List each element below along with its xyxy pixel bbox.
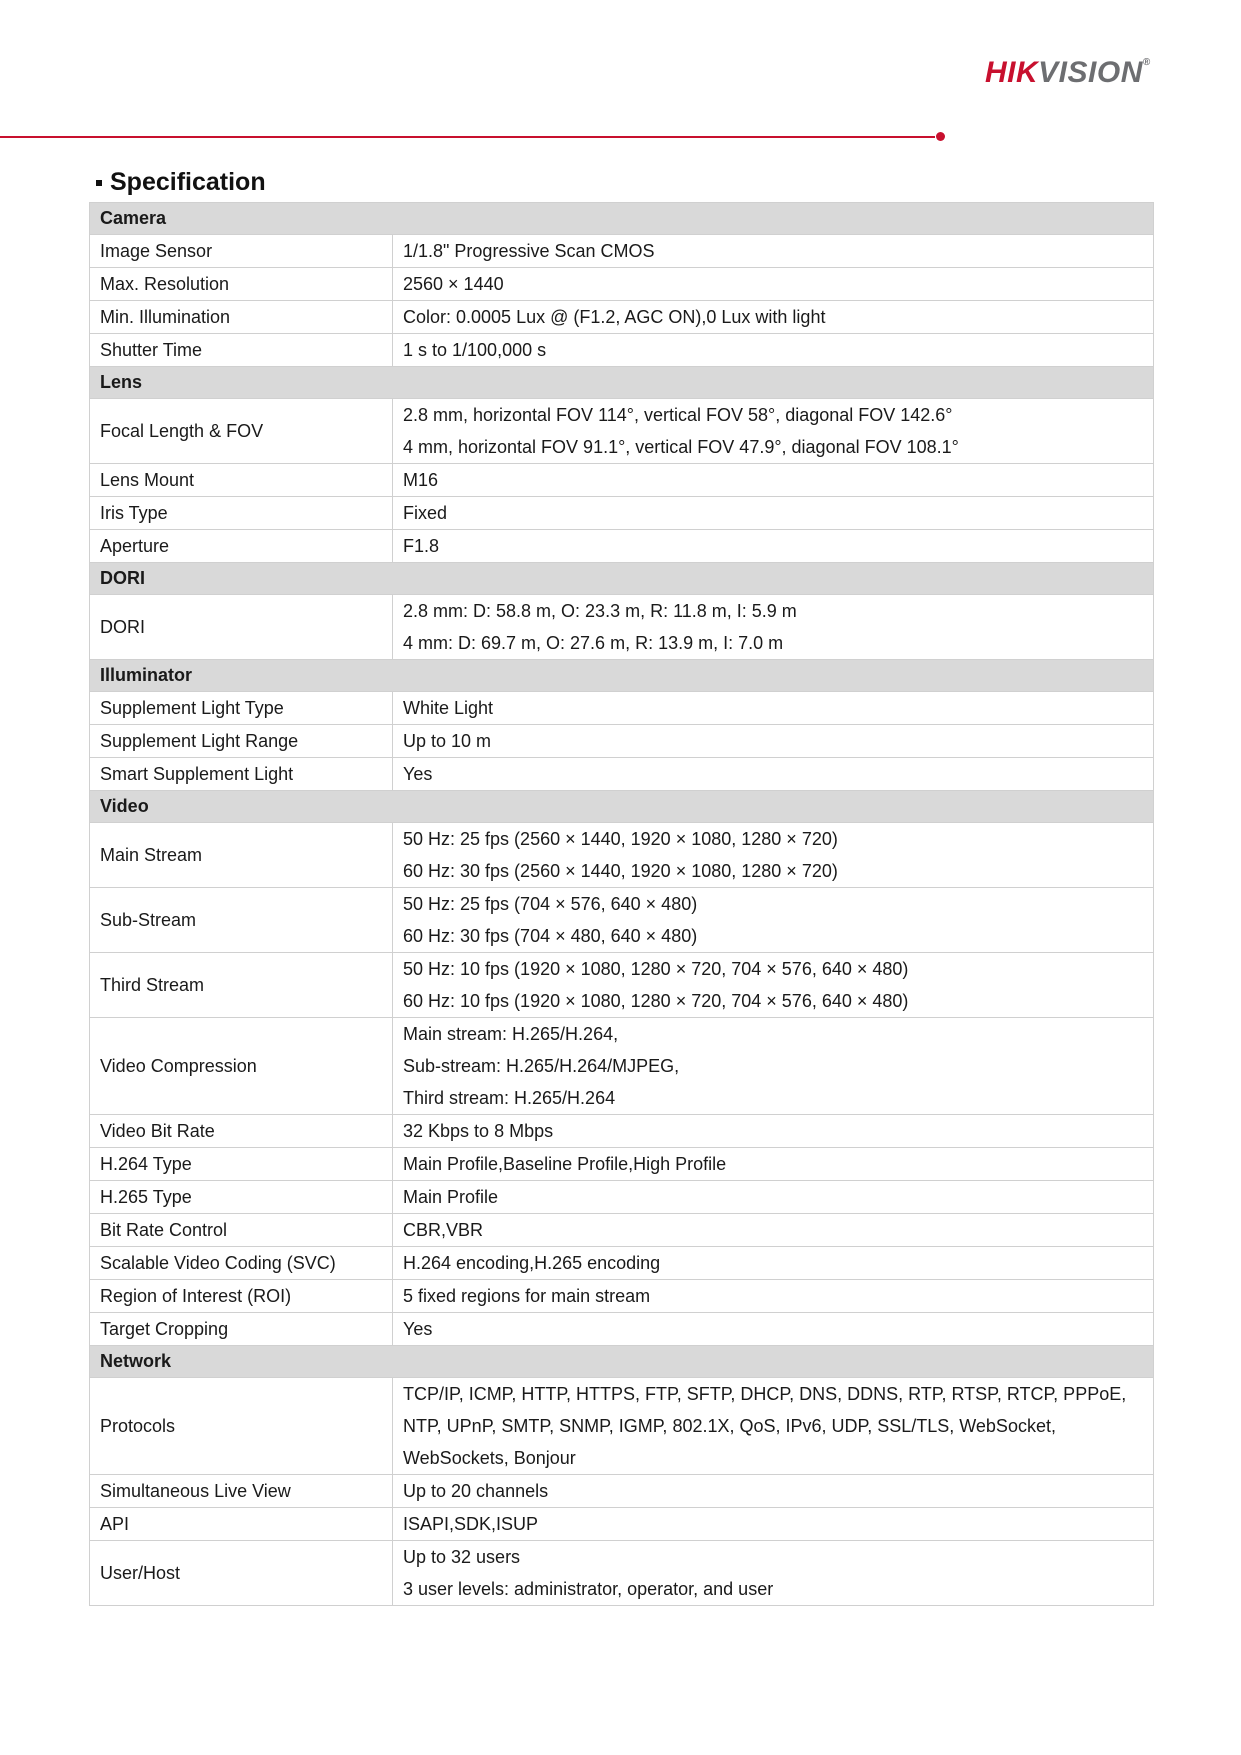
spec-row	[90, 235, 1154, 268]
spec-row	[90, 953, 1154, 1018]
spec-label: Iris Type	[90, 497, 393, 530]
spec-row	[90, 301, 1154, 334]
spec-value-line: Sub-stream: H.265/H.264/MJPEG,	[403, 1056, 680, 1076]
spec-row	[90, 1280, 1154, 1313]
spec-row	[90, 1378, 1154, 1475]
category-label: Camera	[90, 203, 1154, 235]
spec-label: Supplement Light Type	[90, 692, 393, 725]
spec-label: Sub-Stream	[90, 888, 393, 953]
category-row	[90, 791, 1154, 823]
category-label: Network	[90, 1346, 1154, 1378]
spec-value	[393, 268, 1154, 301]
spec-value	[393, 758, 1154, 791]
spec-label: Focal Length & FOV	[90, 399, 393, 464]
spec-row	[90, 1148, 1154, 1181]
spec-value-line: 1 s to 1/100,000 s	[403, 340, 547, 360]
spec-label: Image Sensor	[90, 235, 393, 268]
spec-label: Shutter Time	[90, 334, 393, 367]
spec-value	[393, 953, 1154, 1018]
spec-row	[90, 334, 1154, 367]
spec-label: Smart Supplement Light	[90, 758, 393, 791]
spec-label: User/Host	[90, 1541, 393, 1606]
spec-value-line: Yes	[403, 764, 433, 784]
spec-label: H.264 Type	[90, 1148, 393, 1181]
spec-value	[393, 1115, 1154, 1148]
spec-value	[393, 725, 1154, 758]
spec-label: Scalable Video Coding (SVC)	[90, 1247, 393, 1280]
spec-row	[90, 1247, 1154, 1280]
spec-value	[393, 1475, 1154, 1508]
spec-row	[90, 1214, 1154, 1247]
spec-value	[393, 1280, 1154, 1313]
spec-value	[393, 1378, 1154, 1475]
spec-value	[393, 1018, 1154, 1115]
spec-value	[393, 497, 1154, 530]
spec-value-line: H.264 encoding,H.265 encoding	[403, 1253, 661, 1273]
spec-value-line: M16	[403, 470, 439, 490]
spec-row	[90, 1475, 1154, 1508]
spec-row	[90, 464, 1154, 497]
logo-text-gray: VISION	[1038, 56, 1143, 89]
spec-value-line: Fixed	[403, 503, 448, 523]
spec-value-line: White Light	[403, 698, 494, 718]
logo-text-red: HIK	[985, 56, 1039, 89]
spec-value-line: CBR,VBR	[403, 1220, 484, 1240]
header-divider-dot	[936, 132, 945, 141]
spec-value	[393, 888, 1154, 953]
spec-label: DORI	[90, 595, 393, 660]
spec-value-line: 50 Hz: 25 fps (2560 × 1440, 1920 × 1080, 1280 × 720)	[403, 829, 838, 849]
spec-value-line: Color: 0.0005 Lux @ (F1.2, AGC ON),0 Lux with light	[403, 307, 826, 327]
category-row	[90, 203, 1154, 235]
spec-label: H.265 Type	[90, 1181, 393, 1214]
spec-label: Main Stream	[90, 823, 393, 888]
spec-value	[393, 464, 1154, 497]
logo-registered-mark: ®	[1142, 57, 1151, 68]
spec-value-line: 1/1.8" Progressive Scan CMOS	[403, 241, 655, 261]
category-label: Illuminator	[90, 660, 1154, 692]
spec-value-line: ISAPI,SDK,ISUP	[403, 1514, 539, 1534]
spec-label: API	[90, 1508, 393, 1541]
spec-value	[393, 235, 1154, 268]
spec-row	[90, 595, 1154, 660]
spec-label: Bit Rate Control	[90, 1214, 393, 1247]
spec-row	[90, 530, 1154, 563]
spec-label: Video Bit Rate	[90, 1115, 393, 1148]
spec-value-line: Up to 10 m	[403, 731, 492, 751]
spec-value-line: F1.8	[403, 536, 440, 556]
spec-value	[393, 301, 1154, 334]
category-row	[90, 660, 1154, 692]
spec-value	[393, 1181, 1154, 1214]
spec-value-line: 2560 × 1440	[403, 274, 504, 294]
spec-value-line: 5 fixed regions for main stream	[403, 1286, 651, 1306]
spec-value	[393, 1313, 1154, 1346]
spec-value-line: 50 Hz: 10 fps (1920 × 1080, 1280 × 720, 704 × 576, 640 × 480)	[403, 959, 909, 979]
spec-value-line: 4 mm: D: 69.7 m, O: 27.6 m, R: 13.9 m, I: 7.0 m	[403, 633, 784, 653]
spec-value-line: 32 Kbps to 8 Mbps	[403, 1121, 554, 1141]
category-row	[90, 1346, 1154, 1378]
spec-value	[393, 1247, 1154, 1280]
spec-value-line: 2.8 mm, horizontal FOV 114°, vertical FOV 58°, diagonal FOV 142.6°	[403, 405, 953, 425]
spec-value-line: Up to 32 users	[403, 1547, 521, 1567]
spec-row	[90, 399, 1154, 464]
spec-value-line: Yes	[403, 1319, 433, 1339]
spec-row	[90, 1181, 1154, 1214]
spec-label: Target Cropping	[90, 1313, 393, 1346]
spec-label: Protocols	[90, 1378, 393, 1475]
brand-logo	[985, 58, 1151, 88]
spec-label: Min. Illumination	[90, 301, 393, 334]
spec-row	[90, 1541, 1154, 1606]
section-heading	[96, 168, 266, 197]
spec-value-line: 60 Hz: 10 fps (1920 × 1080, 1280 × 720, 704 × 576, 640 × 480)	[403, 991, 909, 1011]
spec-value	[393, 1148, 1154, 1181]
spec-value-line: 2.8 mm: D: 58.8 m, O: 23.3 m, R: 11.8 m, I: 5.9 m	[403, 601, 797, 621]
spec-table	[89, 202, 1154, 1606]
spec-value	[393, 334, 1154, 367]
category-label: DORI	[90, 563, 1154, 595]
spec-value-line: WebSockets, Bonjour	[403, 1448, 576, 1468]
spec-value-line: 50 Hz: 25 fps (704 × 576, 640 × 480)	[403, 894, 698, 914]
spec-row	[90, 888, 1154, 953]
spec-value-line: 3 user levels: administrator, operator, and user	[403, 1579, 774, 1599]
spec-row	[90, 1018, 1154, 1115]
spec-row	[90, 758, 1154, 791]
spec-value	[393, 1541, 1154, 1606]
spec-value-line: TCP/IP, ICMP, HTTP, HTTPS, FTP, SFTP, DHCP, DNS, DDNS, RTP, RTSP, RTCP, PPPoE,	[403, 1384, 1127, 1404]
spec-row	[90, 268, 1154, 301]
spec-label: Lens Mount	[90, 464, 393, 497]
spec-value	[393, 692, 1154, 725]
spec-value-line: Main Profile	[403, 1187, 499, 1207]
spec-value-line: 60 Hz: 30 fps (704 × 480, 640 × 480)	[403, 926, 698, 946]
spec-value	[393, 399, 1154, 464]
spec-label: Simultaneous Live View	[90, 1475, 393, 1508]
spec-value-line: 60 Hz: 30 fps (2560 × 1440, 1920 × 1080, 1280 × 720)	[403, 861, 838, 881]
spec-value-line: Main stream: H.265/H.264,	[403, 1024, 619, 1044]
spec-value-line: Up to 20 channels	[403, 1481, 549, 1501]
spec-label: Max. Resolution	[90, 268, 393, 301]
spec-row	[90, 725, 1154, 758]
header-divider-line	[0, 136, 935, 138]
spec-row	[90, 1115, 1154, 1148]
spec-value-line: Third stream: H.265/H.264	[403, 1088, 616, 1108]
category-row	[90, 563, 1154, 595]
spec-value	[393, 1214, 1154, 1247]
spec-value-line: Main Profile,Baseline Profile,High Profile	[403, 1154, 727, 1174]
spec-row	[90, 1313, 1154, 1346]
square-bullet-icon	[96, 180, 102, 186]
spec-value-line: NTP, UPnP, SMTP, SNMP, IGMP, 802.1X, QoS, IPv6, UDP, SSL/TLS, WebSocket,	[403, 1416, 1056, 1436]
spec-label: Aperture	[90, 530, 393, 563]
spec-value-line: 4 mm, horizontal FOV 91.1°, vertical FOV 47.9°, diagonal FOV 108.1°	[403, 437, 959, 457]
spec-label: Region of Interest (ROI)	[90, 1280, 393, 1313]
spec-row	[90, 692, 1154, 725]
spec-value	[393, 1508, 1154, 1541]
category-label: Video	[90, 791, 1154, 823]
spec-row	[90, 497, 1154, 530]
spec-value	[393, 823, 1154, 888]
section-title: Specification	[110, 168, 266, 196]
category-row	[90, 367, 1154, 399]
spec-label: Video Compression	[90, 1018, 393, 1115]
spec-label: Third Stream	[90, 953, 393, 1018]
spec-label: Supplement Light Range	[90, 725, 393, 758]
spec-value	[393, 530, 1154, 563]
spec-value	[393, 595, 1154, 660]
spec-row	[90, 1508, 1154, 1541]
category-label: Lens	[90, 367, 1154, 399]
spec-row	[90, 823, 1154, 888]
